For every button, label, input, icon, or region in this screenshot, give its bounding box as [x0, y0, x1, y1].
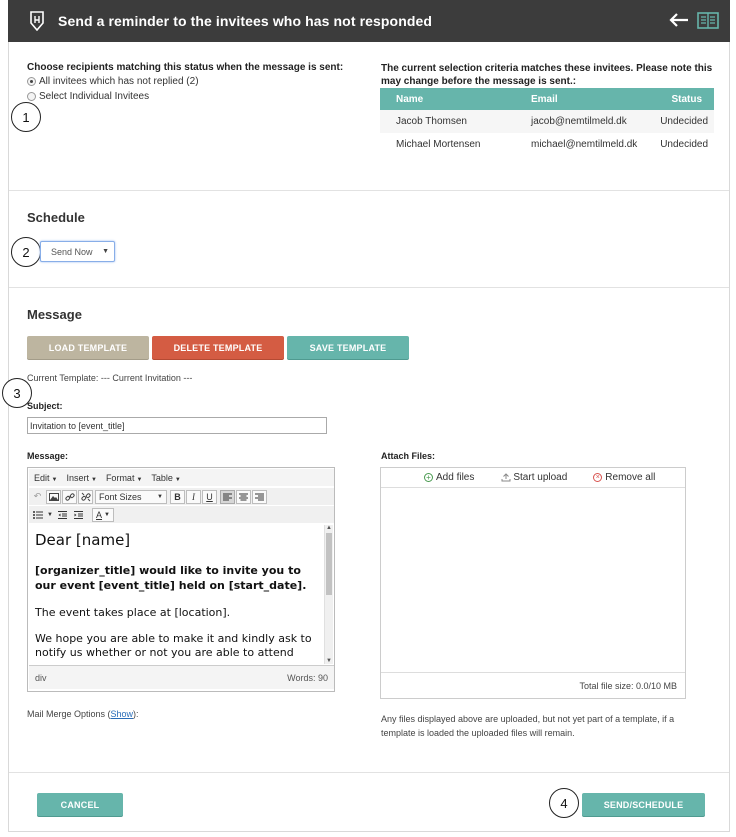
selection-note: The current selection criteria matches these invitees. Please note this may change before the message is sent.: — [381, 63, 713, 87]
cell-email: jacob@nemtilmeld.dk — [515, 110, 637, 133]
chevron-down-icon[interactable]: ▼ — [47, 511, 53, 518]
save-template-button[interactable]: SAVE TEMPLATE — [287, 336, 409, 359]
editor-toolbar-row-1 — [29, 488, 334, 505]
editor-statusbar — [29, 665, 334, 689]
cell-status: Undecided — [637, 110, 714, 133]
editor-closing-line: We hope you are able to make it and kindly ask to notify us whether or not you are able to attend — [35, 632, 312, 659]
cancel-button[interactable]: CANCEL — [37, 793, 123, 816]
menu-table[interactable]: Table ▼ — [151, 472, 181, 483]
table-row — [380, 133, 714, 156]
radio-label: All invitees which has not replied (2) — [39, 75, 199, 87]
page-title: Send a reminder to the invitees who has not responded — [58, 13, 433, 29]
link-icon[interactable] — [62, 490, 77, 504]
scroll-up-icon[interactable]: ▲ — [326, 525, 332, 531]
radio-label: Select Individual Invitees — [39, 90, 150, 102]
message-heading: Message — [27, 307, 82, 322]
outdent-icon[interactable] — [55, 508, 70, 522]
word-count: Words: 90 — [287, 672, 328, 683]
message-label: Message: — [27, 451, 69, 461]
underline-icon[interactable]: U — [202, 490, 217, 504]
align-left-icon[interactable] — [220, 490, 235, 504]
editor-scrollbar[interactable] — [324, 525, 333, 664]
editor-greeting-line: Dear [name] — [35, 531, 131, 549]
cell-name: Jacob Thomsen — [380, 110, 515, 133]
message-editor[interactable] — [27, 467, 335, 692]
add-files-label: Add files — [436, 472, 475, 483]
editor-toolbar-row-2 — [29, 506, 334, 523]
column-header-email: Email — [515, 88, 637, 110]
attach-note: Any files displayed above are uploaded, but not yet part of a template, if a template is loaded the uploaded files will remain. — [381, 714, 675, 738]
mail-merge-suffix: ): — [133, 709, 139, 719]
remove-all-label: Remove all — [605, 472, 656, 483]
recipients-label: Choose recipients matching this status when the message is sent: — [27, 62, 344, 73]
subject-label: Subject: — [27, 401, 63, 411]
editor-location-line: The event takes place at [location]. — [35, 606, 231, 619]
book-icon[interactable] — [697, 11, 719, 31]
divider — [9, 287, 729, 288]
delete-template-button[interactable]: DELETE TEMPLATE — [152, 336, 284, 359]
nemtilmeld-shield-icon — [28, 11, 46, 31]
menu-insert[interactable]: Insert ▼ — [66, 472, 97, 483]
start-upload-label: Start upload — [513, 472, 568, 483]
callout-marker-3: 3 — [2, 378, 32, 408]
callout-marker-4: 4 — [549, 788, 579, 818]
mail-merge-options — [27, 709, 139, 719]
column-header-name: Name — [380, 88, 515, 110]
menu-edit[interactable]: Edit ▼ — [34, 472, 58, 483]
attach-toolbar — [381, 468, 685, 488]
align-center-icon[interactable] — [236, 490, 251, 504]
callout-marker-1: 1 — [11, 102, 41, 132]
radio-button-checked[interactable] — [27, 77, 36, 86]
divider — [9, 190, 729, 191]
table-row — [380, 110, 714, 133]
image-icon[interactable] — [46, 490, 61, 504]
load-template-button[interactable]: LOAD TEMPLATE — [27, 336, 149, 359]
remove-icon: × — [593, 473, 602, 482]
cell-email: michael@nemtilmeld.dk — [531, 139, 638, 150]
editor-invite-line: [organizer_title] would like to invite you to our event [event_title] held on [start_date]. — [35, 564, 307, 592]
title-bar — [8, 0, 730, 42]
plus-icon: + — [424, 473, 433, 482]
unlink-icon[interactable] — [78, 490, 93, 504]
undo-icon[interactable]: ↶ — [33, 491, 42, 501]
upload-icon — [501, 473, 511, 482]
arrow-left-icon[interactable] — [668, 11, 690, 29]
cell-status: Undecided — [660, 139, 708, 150]
radio-button[interactable] — [27, 92, 36, 101]
attach-files-panel — [380, 467, 686, 699]
subject-input[interactable]: Invitation to [event_title] — [27, 417, 327, 434]
divider — [9, 772, 729, 773]
attach-total-bar — [381, 672, 685, 698]
remove-all-button[interactable] — [593, 472, 655, 483]
text-color-icon[interactable]: A ▼ — [92, 508, 114, 522]
radio-select-individual[interactable] — [27, 89, 149, 103]
scroll-down-icon[interactable]: ▼ — [326, 658, 332, 664]
start-upload-button[interactable] — [501, 472, 567, 483]
schedule-heading: Schedule — [27, 210, 85, 225]
column-header-status: Status — [637, 88, 714, 110]
indent-icon[interactable] — [71, 508, 86, 522]
scrollbar-thumb[interactable] — [326, 533, 332, 595]
mail-merge-show-link[interactable]: Show — [110, 709, 134, 719]
schedule-selected-value: Send Now — [51, 246, 93, 257]
italic-icon[interactable]: I — [186, 490, 201, 504]
current-template-text: Current Template: --- Current Invitation --- — [27, 373, 193, 383]
cell-name: Michael Mortensen — [396, 139, 481, 150]
bullet-list-icon[interactable] — [30, 508, 45, 522]
bold-icon[interactable]: B — [170, 490, 185, 504]
font-size-select[interactable]: Font Sizes ▼ — [95, 490, 167, 504]
callout-marker-2: 2 — [11, 237, 41, 267]
total-file-size: Total file size: 0.0/10 MB — [579, 680, 677, 691]
radio-all-not-replied[interactable] — [27, 74, 199, 88]
element-path[interactable]: div — [35, 672, 47, 683]
send-schedule-button[interactable]: SEND/SCHEDULE — [582, 793, 705, 816]
schedule-select[interactable] — [40, 241, 115, 262]
editor-menubar — [29, 469, 334, 486]
chevron-down-icon: ▼ — [102, 248, 109, 255]
editor-content[interactable] — [29, 525, 324, 664]
attach-files-label: Attach Files: — [381, 451, 436, 461]
menu-format[interactable]: Format ▼ — [105, 472, 143, 483]
mail-merge-prefix: Mail Merge Options ( — [27, 709, 111, 719]
add-files-button[interactable] — [424, 472, 474, 483]
align-right-icon[interactable] — [252, 490, 267, 504]
invitee-table — [380, 88, 714, 156]
